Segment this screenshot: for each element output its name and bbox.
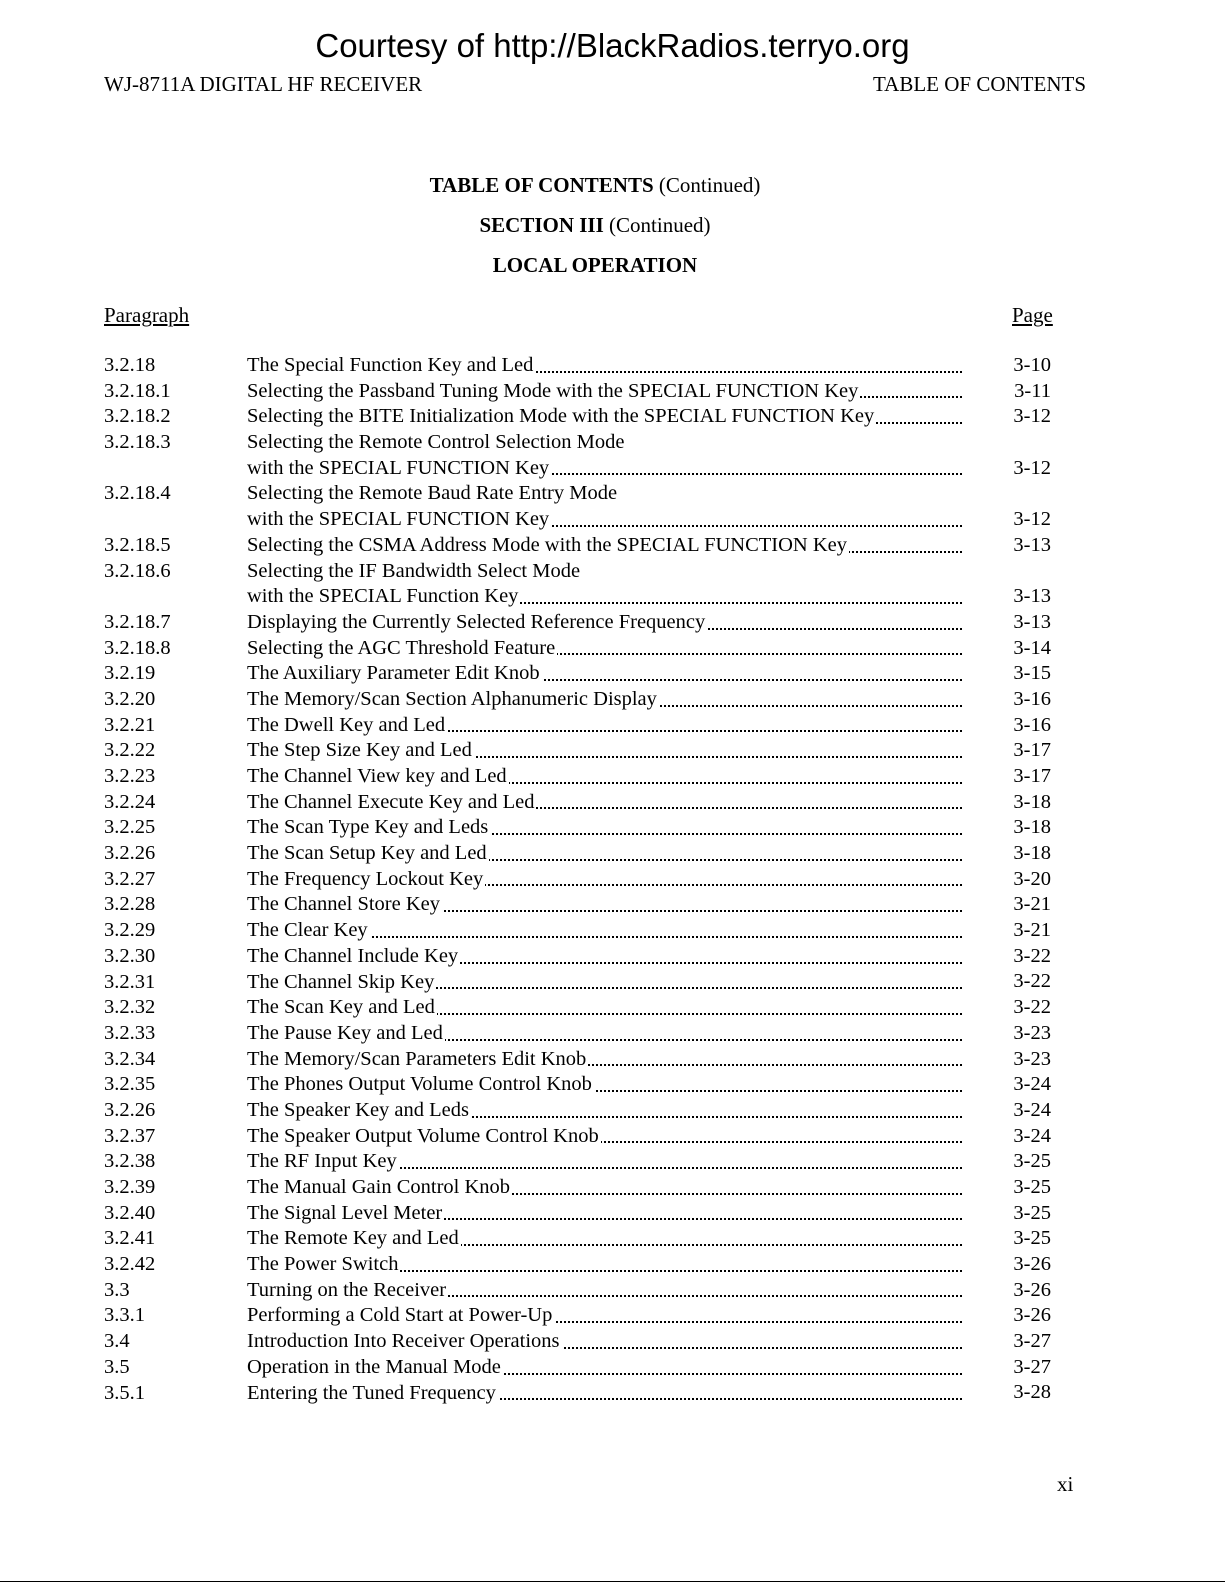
toc-entry-line xyxy=(247,815,962,841)
toc-entry-number: 3.5 xyxy=(104,1355,130,1378)
toc-entry-number: 3.2.18.4 xyxy=(104,482,171,505)
toc-entry-page: 3-17 xyxy=(1013,739,1051,762)
toc-entry-title: Selecting the IF Bandwidth Select Mode xyxy=(247,559,581,582)
toc-entry-number: 3.2.20 xyxy=(104,687,156,710)
toc-entry-title: Entering the Tuned Frequency xyxy=(247,1381,496,1404)
toc-entry-title: The Channel Skip Key xyxy=(247,970,435,993)
toc-entry-line xyxy=(247,430,962,456)
toc-entry-title: The Speaker Output Volume Control Knob xyxy=(247,1124,599,1147)
toc-entry-title: The Clear Key xyxy=(247,919,368,942)
toc-entry-line xyxy=(247,1355,962,1381)
toc-entry-number: 3.2.21 xyxy=(104,713,156,736)
toc-entry[interactable] xyxy=(104,687,1084,713)
toc-entry-title: The Dwell Key and Led xyxy=(247,713,446,736)
toc-entry-line xyxy=(247,995,962,1021)
toc-entry-page: 3-26 xyxy=(1013,1253,1051,1276)
toc-entry-number: 3.2.34 xyxy=(104,1047,156,1070)
toc-entry-line xyxy=(247,764,962,790)
toc-entry[interactable] xyxy=(104,1226,1084,1252)
local-operation-heading: LOCAL OPERATION xyxy=(492,253,698,277)
toc-entry[interactable] xyxy=(104,764,1084,790)
toc-entry-number: 3.2.39 xyxy=(104,1176,156,1198)
toc-entry[interactable] xyxy=(104,1329,1084,1355)
toc-entry-line xyxy=(247,738,962,764)
toc-heading-suffix: (Continued) xyxy=(653,173,761,197)
section-heading-suffix: (Continued) xyxy=(603,213,711,237)
running-head-title: WJ-8711A DIGITAL HF RECEIVER xyxy=(104,72,423,96)
toc-entry[interactable] xyxy=(104,379,1084,405)
toc-entry-line xyxy=(247,1047,962,1073)
toc-entry-number: 3.2.18.3 xyxy=(104,431,171,454)
toc-entry-page: 3-14 xyxy=(1013,636,1051,659)
toc-entry-title: Turning on the Receiver xyxy=(247,1278,447,1301)
toc-entry-title: The Channel Execute Key and Led xyxy=(247,790,535,813)
toc-entry[interactable] xyxy=(104,790,1084,816)
toc-entry-page: 3-13 xyxy=(1013,610,1051,633)
toc-entry-line xyxy=(247,1278,962,1304)
toc-entry-number: 3.2.24 xyxy=(104,790,156,813)
toc-entry-line xyxy=(247,1226,962,1252)
toc-entry-line xyxy=(247,790,962,816)
toc-entry-page: 3-16 xyxy=(1013,687,1051,710)
toc-entry-number: 3.2.26 xyxy=(104,1098,156,1121)
toc-entry-line xyxy=(247,533,962,559)
toc-entry[interactable] xyxy=(104,661,1084,687)
toc-entry-number: 3.2.26 xyxy=(104,842,156,865)
toc-entry-page: 3-27 xyxy=(1013,1330,1051,1353)
toc-entry-title: with the SPECIAL FUNCTION Key xyxy=(247,508,550,531)
page-number: xi xyxy=(1057,1472,1074,1496)
toc-entry-line xyxy=(247,610,962,636)
toc-entry-line xyxy=(247,1201,962,1227)
toc-entry[interactable] xyxy=(104,610,1084,636)
toc-entry-line xyxy=(247,379,962,405)
toc-entry[interactable] xyxy=(104,841,1084,867)
toc-entry-page: 3-22 xyxy=(1013,996,1051,1019)
bottom-rule xyxy=(0,1581,1225,1582)
toc-entry-number: 3.4 xyxy=(104,1330,130,1353)
toc-entry-number: 3.2.32 xyxy=(104,996,156,1019)
toc-entry-line xyxy=(247,841,962,867)
toc-entry[interactable] xyxy=(104,1175,1084,1201)
toc-entry-title: The Channel Store Key xyxy=(247,893,440,916)
toc-entry-page: 3-24 xyxy=(1013,1073,1051,1096)
toc-entry-title: The Special Function Key and Led xyxy=(247,354,534,376)
toc-entry[interactable] xyxy=(104,1355,1084,1381)
toc-entry-page: 3-13 xyxy=(1013,585,1051,608)
toc-entry-line xyxy=(247,456,962,482)
toc-entry-number: 3.2.18.7 xyxy=(104,610,171,633)
toc-entry-page: 3-10 xyxy=(1013,353,1051,376)
toc-entry-line xyxy=(247,944,962,970)
toc-entry-page: 3-12 xyxy=(1013,508,1051,531)
toc-entry-page: 3-25 xyxy=(1013,1201,1051,1224)
toc-entry-number: 3.2.19 xyxy=(104,662,156,685)
toc-entry[interactable] xyxy=(104,713,1084,739)
toc-entry-line xyxy=(247,1381,962,1407)
toc-entry-line xyxy=(247,918,962,944)
toc-entry-line xyxy=(247,1098,962,1124)
toc-entry-line xyxy=(247,1252,962,1278)
toc-entry-title: The Signal Level Meter xyxy=(247,1201,443,1224)
toc-entry-number: 3.2.25 xyxy=(104,816,156,839)
toc-entry-title: The Manual Gain Control Knob xyxy=(247,1176,511,1198)
toc-entry-title: The Scan Key and Led xyxy=(247,996,435,1019)
toc-entry-number: 3.2.38 xyxy=(104,1150,156,1173)
toc-entry[interactable] xyxy=(104,944,1084,970)
toc-entry-number: 3.2.23 xyxy=(104,765,156,787)
toc-entry-title: The Memory/Scan Parameters Edit Knob xyxy=(247,1047,587,1070)
toc-entry-title: The RF Input Key xyxy=(247,1150,397,1173)
toc-entry-line xyxy=(247,970,962,996)
toc-entry-title: Selecting the BITE Initialization Mode with the SPECIAL FUNCTION Key xyxy=(247,405,875,428)
running-head-section: TABLE OF CONTENTS xyxy=(873,72,1086,96)
toc-entry-number: 3.2.37 xyxy=(104,1124,156,1147)
section-heading xyxy=(0,213,1190,237)
toc-entry-page: 3-12 xyxy=(1013,456,1051,479)
toc-entry-number: 3.2.28 xyxy=(104,893,156,916)
toc-entry-title: The Scan Setup Key and Led xyxy=(247,842,487,865)
toc-entry-page: 3-15 xyxy=(1013,662,1051,685)
toc-entry-title: The Remote Key and Led xyxy=(247,1227,459,1250)
toc-entry-title: The Memory/Scan Section Alphanumeric Display xyxy=(247,687,657,710)
toc-entry-title: The Power Switch xyxy=(247,1253,399,1276)
toc-entry-line xyxy=(247,1175,962,1201)
toc-entry-page: 3-18 xyxy=(1013,790,1051,813)
toc-entry-page: 3-27 xyxy=(1013,1355,1051,1378)
toc-entry[interactable] xyxy=(104,815,1084,841)
courtesy-banner: Courtesy of http://BlackRadios.terryo.org xyxy=(315,27,910,64)
toc-entry-title: The Frequency Lockout Key xyxy=(247,867,484,890)
toc-entry-number: 3.2.31 xyxy=(104,970,156,993)
toc-entry-title: The Scan Type Key and Leds xyxy=(247,816,489,839)
toc-entry-number: 3.2.18.1 xyxy=(104,379,171,402)
paragraph-column-header: Paragraph xyxy=(104,303,190,327)
toc-entry-title: Introduction Into Receiver Operations xyxy=(247,1330,560,1353)
toc-entry[interactable] xyxy=(104,1047,1084,1073)
toc-entry-title: The Phones Output Volume Control Knob xyxy=(247,1073,592,1096)
toc-entry[interactable] xyxy=(104,1149,1084,1175)
toc-entry[interactable] xyxy=(104,892,1084,918)
toc-entry-line xyxy=(247,713,962,739)
toc-entry-page: 3-26 xyxy=(1013,1278,1051,1301)
toc-heading-bold: TABLE OF CONTENTS xyxy=(429,173,654,197)
toc-entry-title: Displaying the Currently Selected Reference Frequency xyxy=(247,610,706,633)
toc-entry-number: 3.2.41 xyxy=(104,1227,156,1250)
toc-entry-number: 3.2.18.5 xyxy=(104,533,171,556)
toc-entry-line xyxy=(247,892,962,918)
toc-list xyxy=(104,353,1084,1406)
toc-entry-page: 3-25 xyxy=(1013,1227,1051,1250)
toc-entry[interactable] xyxy=(104,1303,1084,1329)
toc-entry-line xyxy=(247,584,962,610)
toc-heading xyxy=(0,173,1190,197)
toc-entry[interactable] xyxy=(104,1072,1084,1098)
toc-entry[interactable] xyxy=(104,867,1084,893)
toc-entry-number: 3.2.18.2 xyxy=(104,405,171,428)
toc-entry-number: 3.2.42 xyxy=(104,1253,156,1276)
toc-entry-line xyxy=(247,1021,962,1047)
toc-entry-line xyxy=(247,1329,962,1355)
toc-entry[interactable] xyxy=(104,1124,1084,1150)
toc-entry[interactable] xyxy=(104,738,1084,764)
toc-entry[interactable] xyxy=(104,1278,1084,1304)
toc-entry-line xyxy=(247,404,962,430)
toc-entry-page: 3-21 xyxy=(1013,919,1051,942)
section-heading-bold: SECTION III xyxy=(479,213,604,237)
toc-entry-page: 3-25 xyxy=(1013,1150,1051,1173)
toc-entry-line xyxy=(247,481,962,507)
toc-entry-page: 3-25 xyxy=(1013,1175,1051,1198)
toc-entry-number: 3.2.33 xyxy=(104,1021,156,1044)
toc-entry[interactable] xyxy=(104,1252,1084,1278)
toc-entry-number: 3.2.22 xyxy=(104,739,156,762)
toc-entry[interactable] xyxy=(104,1021,1084,1047)
toc-entry-title: The Channel View key and Led xyxy=(247,765,507,787)
toc-entry-title: Performing a Cold Start at Power-Up xyxy=(247,1304,553,1327)
toc-entry-page: 3-18 xyxy=(1013,816,1051,839)
toc-entry-page: 3-23 xyxy=(1013,1021,1051,1044)
toc-entry-page: 3-28 xyxy=(1013,1381,1051,1404)
toc-entry[interactable] xyxy=(104,995,1084,1021)
toc-entry-number: 3.2.18.6 xyxy=(104,559,171,582)
toc-entry-number: 3.2.35 xyxy=(104,1073,156,1096)
toc-entry-title: with the SPECIAL Function Key xyxy=(247,585,519,608)
toc-entry[interactable] xyxy=(104,1098,1084,1124)
toc-entry-number: 3.5.1 xyxy=(104,1381,145,1404)
toc-entry-number: 3.2.27 xyxy=(104,867,156,890)
toc-entry-title: Selecting the Remote Control Selection Mode xyxy=(247,431,625,454)
toc-entry-page: 3-22 xyxy=(1013,970,1051,993)
toc-entry-page: 3-12 xyxy=(1013,405,1051,428)
toc-entry[interactable] xyxy=(104,353,1084,379)
toc-entry-line xyxy=(247,1303,962,1329)
toc-entry-page: 3-24 xyxy=(1013,1124,1051,1147)
toc-entry[interactable] xyxy=(104,481,1084,532)
toc-entry-line xyxy=(247,636,962,662)
toc-entry-title: Operation in the Manual Mode xyxy=(247,1355,501,1378)
toc-entry-title: Selecting the CSMA Address Mode with the SPECIAL FUNCTION Key xyxy=(247,533,847,556)
toc-entry-number: 3.3 xyxy=(104,1278,130,1301)
toc-entry-page: 3-13 xyxy=(1013,533,1051,556)
toc-entry-line xyxy=(247,1124,962,1150)
toc-entry-number: 3.3.1 xyxy=(104,1304,145,1327)
toc-entry[interactable] xyxy=(104,404,1084,430)
toc-entry[interactable] xyxy=(104,1201,1084,1227)
toc-entry-page: 3-24 xyxy=(1013,1098,1051,1121)
toc-entry[interactable] xyxy=(104,559,1084,610)
toc-entry-title: The Speaker Key and Leds xyxy=(247,1098,469,1121)
toc-entry-number: 3.2.40 xyxy=(104,1201,156,1224)
toc-entry-title: with the SPECIAL FUNCTION Key xyxy=(247,456,550,479)
toc-entry[interactable] xyxy=(104,1381,1084,1407)
toc-entry-number: 3.2.30 xyxy=(104,944,156,967)
toc-entry-page: 3-21 xyxy=(1013,893,1051,916)
toc-entry-line xyxy=(247,559,962,585)
toc-entry-line xyxy=(247,687,962,713)
toc-entry-title: The Channel Include Key xyxy=(247,944,459,967)
toc-entry-title: The Step Size Key and Led xyxy=(247,739,472,762)
toc-entry-title: The Auxiliary Parameter Edit Knob xyxy=(247,662,540,685)
toc-entry-title: The Pause Key and Led xyxy=(247,1021,443,1044)
toc-entry-title: Selecting the Remote Baud Rate Entry Mode xyxy=(247,482,618,505)
toc-entry-number: 3.2.18 xyxy=(104,354,156,376)
toc-entry-page: 3-23 xyxy=(1013,1047,1051,1070)
toc-entry[interactable] xyxy=(104,430,1084,481)
toc-entry-number: 3.2.29 xyxy=(104,919,156,942)
toc-entry-line xyxy=(247,867,962,893)
toc-entry-line xyxy=(247,507,962,533)
toc-entry-page: 3-18 xyxy=(1013,842,1051,865)
toc-entry-line xyxy=(247,661,962,687)
toc-entry-number: 3.2.18.8 xyxy=(104,636,171,659)
toc-entry-page: 3-17 xyxy=(1013,764,1051,787)
toc-entry[interactable] xyxy=(104,970,1084,996)
toc-entry-title: Selecting the AGC Threshold Feature xyxy=(247,636,556,659)
toc-entry-line xyxy=(247,353,962,379)
toc-entry[interactable] xyxy=(104,636,1084,662)
toc-entry-page: 3-20 xyxy=(1013,867,1051,890)
toc-entry-page: 3-11 xyxy=(1014,379,1051,402)
toc-entry[interactable] xyxy=(104,533,1084,559)
toc-entry-line xyxy=(247,1072,962,1098)
page-column-header: Page xyxy=(1012,303,1053,327)
toc-entry[interactable] xyxy=(104,918,1084,944)
toc-entry-line xyxy=(247,1149,962,1175)
toc-entry-page: 3-22 xyxy=(1013,944,1051,967)
toc-entry-page: 3-16 xyxy=(1013,713,1051,736)
toc-entry-title: Selecting the Passband Tuning Mode with the SPECIAL FUNCTION Key xyxy=(247,379,859,402)
toc-entry-page: 3-26 xyxy=(1013,1304,1051,1327)
